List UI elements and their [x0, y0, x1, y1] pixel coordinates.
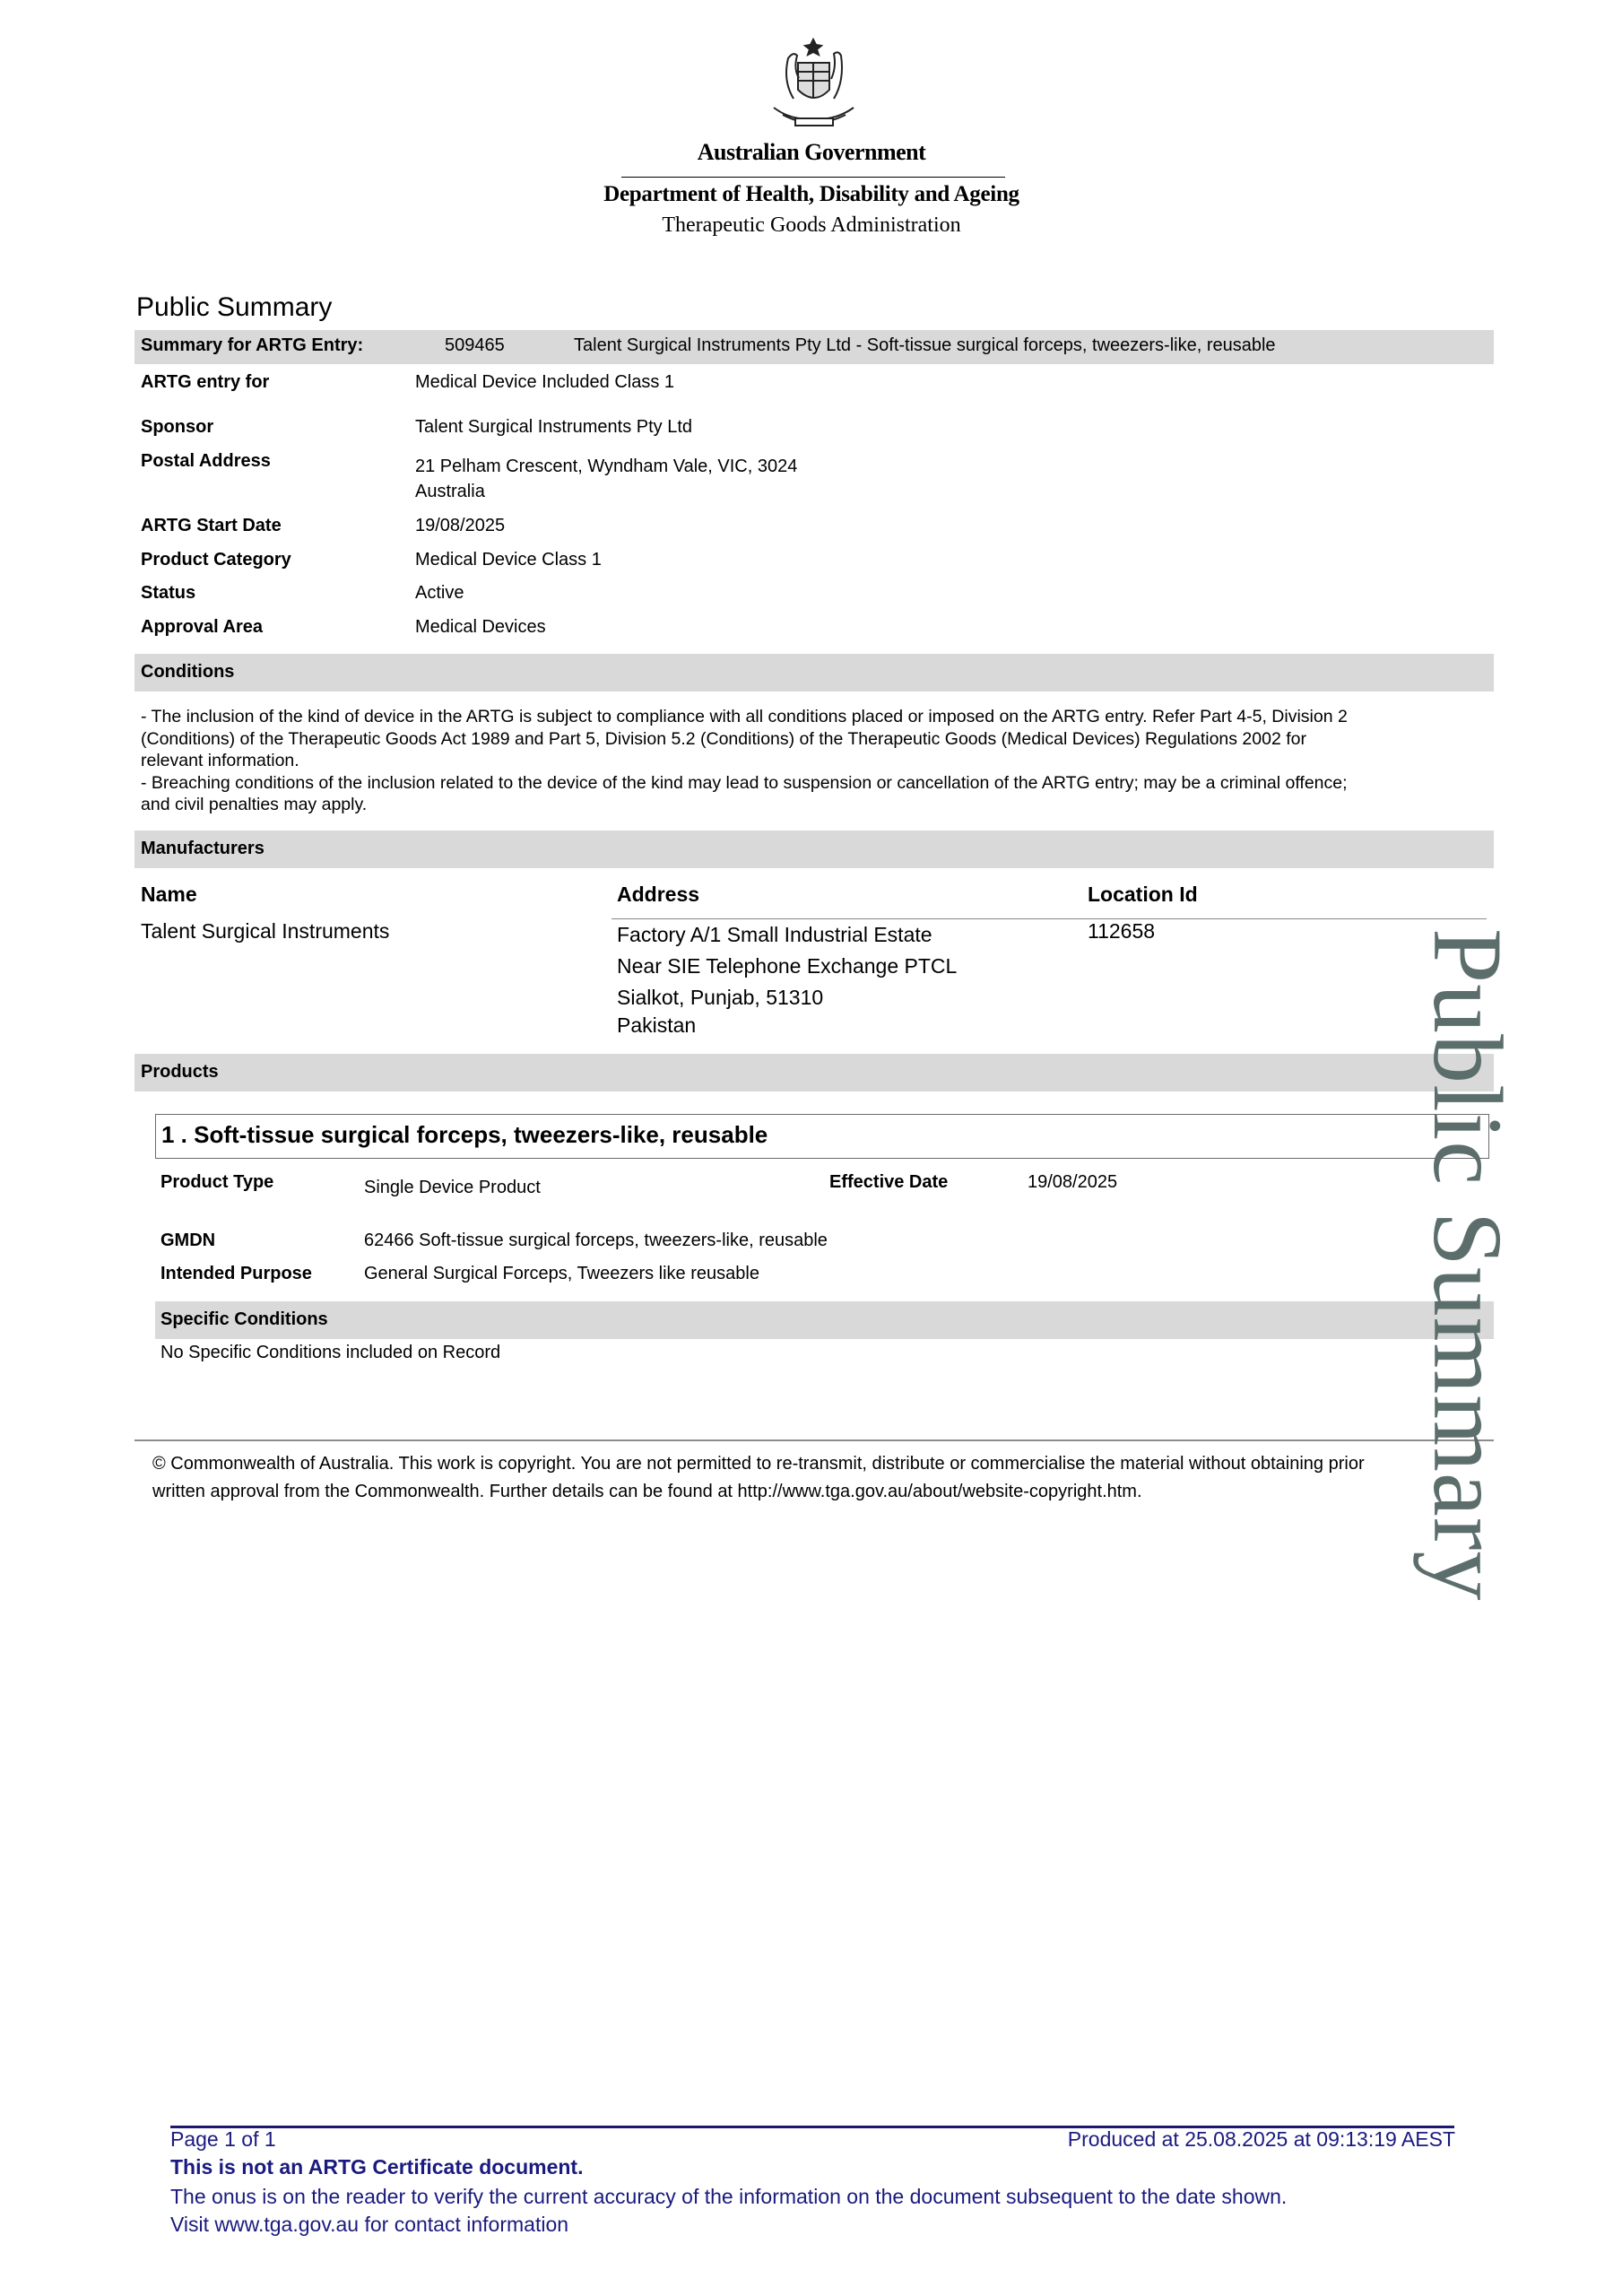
coat-of-arms-icon	[758, 36, 870, 136]
intended-purpose-label: Intended Purpose	[160, 1264, 312, 1283]
intended-purpose-value: General Surgical Forceps, Tweezers like reusable	[364, 1264, 759, 1283]
products-heading: Products	[141, 1062, 219, 1082]
conditions-bar	[134, 654, 1494, 691]
sponsor-label: Sponsor	[141, 417, 214, 437]
postal-address-label: Postal Address	[141, 451, 271, 471]
conditions-heading: Conditions	[141, 662, 235, 682]
manufacturer-name: Talent Surgical Instruments	[141, 919, 390, 943]
product-category-label: Product Category	[141, 550, 291, 570]
copyright-line: © Commonwealth of Australia. This work is copyright. You are not permitted to re-transmit, distribute or commercialise the material without obtaining prior	[152, 1454, 1365, 1474]
product-type-label: Product Type	[160, 1172, 274, 1192]
conditions-line: - The inclusion of the kind of device in the ARTG is subject to compliance with all conditions placed or imposed on the ARTG entry. Refer Part 4-5, Division 2	[141, 707, 1348, 726]
manufacturer-address-line: Sialkot, Punjab, 51310	[617, 986, 824, 1009]
manufacturer-location-id: 112658	[1088, 919, 1156, 943]
effective-date-label: Effective Date	[829, 1172, 949, 1192]
agency-name: Therapeutic Goods Administration	[662, 213, 961, 237]
start-date-value: 19/08/2025	[415, 516, 506, 535]
gmdn-label: GMDN	[160, 1231, 216, 1250]
conditions-line: and civil penalties may apply.	[141, 795, 368, 814]
approval-area-label: Approval Area	[141, 617, 263, 637]
copyright-notice	[152, 1450, 1479, 1506]
manufacturer-name-header: Name	[141, 883, 197, 906]
department-name: Department of Health, Disability and Ageing	[603, 182, 1019, 206]
artg-entry-for-value: Medical Device Included Class 1	[415, 372, 675, 392]
products-bar	[134, 1054, 1494, 1091]
manufacturer-address-header: Address	[617, 883, 700, 906]
artg-entry-number: 509465	[445, 335, 505, 355]
artg-entry-for-label: ARTG entry for	[141, 372, 270, 392]
government-name: Australian Government	[697, 139, 926, 165]
approval-area-value: Medical Devices	[415, 617, 546, 637]
page-number: Page 1 of 1	[170, 2127, 276, 2151]
not-certificate-notice: This is not an ARTG Certificate document.	[170, 2155, 584, 2179]
manufacturer-address-line: Factory A/1 Small Industrial Estate	[617, 923, 932, 946]
product-title: 1 . Soft-tissue surgical forceps, tweezers-like, reusable	[161, 1121, 768, 1148]
manufacturers-heading: Manufacturers	[141, 839, 265, 858]
contact-notice: Visit www.tga.gov.au for contact information	[170, 2213, 569, 2236]
public-summary-watermark: Public Summary	[1413, 928, 1522, 1602]
produced-timestamp: Produced at 25.08.2025 at 09:13:19 AEST	[1067, 2127, 1455, 2151]
conditions-text	[141, 706, 1486, 816]
specific-conditions-text: No Specific Conditions included on Record	[160, 1343, 501, 1362]
conditions-line: relevant information.	[141, 751, 299, 770]
gmdn-value: 62466 Soft-tissue surgical forceps, tweezers-like, reusable	[364, 1231, 828, 1250]
header-divider	[621, 177, 1005, 178]
conditions-line: (Conditions) of the Therapeutic Goods Act 1989 and Part 5, Division 5.2 (Conditions) of the Therapeutic Goods (Medical Devices) Regulations 2002 for	[141, 728, 1306, 749]
specific-conditions-bar	[155, 1301, 1494, 1339]
postal-address-line: 21 Pelham Crescent, Wyndham Vale, VIC, 3024	[415, 457, 798, 476]
manufacturer-location-header: Location Id	[1088, 883, 1198, 906]
manufacturer-address-line: Near SIE Telephone Exchange PTCL	[617, 954, 958, 978]
onus-notice: The onus is on the reader to verify the current accuracy of the information on the document subsequent to the date shown.	[170, 2185, 1288, 2208]
product-category-value: Medical Device Class 1	[415, 550, 602, 570]
manufacturer-header-divider	[612, 918, 1487, 919]
copyright-divider	[134, 1439, 1494, 1441]
specific-conditions-heading: Specific Conditions	[160, 1309, 328, 1329]
manufacturers-bar	[134, 831, 1494, 868]
sponsor-value: Talent Surgical Instruments Pty Ltd	[415, 417, 693, 437]
start-date-label: ARTG Start Date	[141, 516, 282, 535]
copyright-line: written approval from the Commonwealth. Further details can be found at http://www.tga.gov.au/about/website-copyright.htm.	[152, 1482, 1142, 1501]
page-title: Public Summary	[136, 292, 333, 322]
conditions-line: - Breaching conditions of the inclusion related to the device of the kind may lead to suspension or cancellation of the ARTG entry; may be a criminal offence;	[141, 772, 1348, 793]
status-label: Status	[141, 583, 196, 603]
product-type-value: Single Device Product	[364, 1178, 541, 1197]
status-value: Active	[415, 583, 464, 603]
postal-address-country: Australia	[415, 482, 485, 501]
manufacturer-address-country: Pakistan	[617, 1013, 697, 1037]
summary-label: Summary for ARTG Entry:	[141, 335, 364, 355]
artg-entry-name: Talent Surgical Instruments Pty Ltd - Soft-tissue surgical forceps, tweezers-like, reusable	[574, 335, 1276, 355]
effective-date-value: 19/08/2025	[1028, 1172, 1118, 1192]
